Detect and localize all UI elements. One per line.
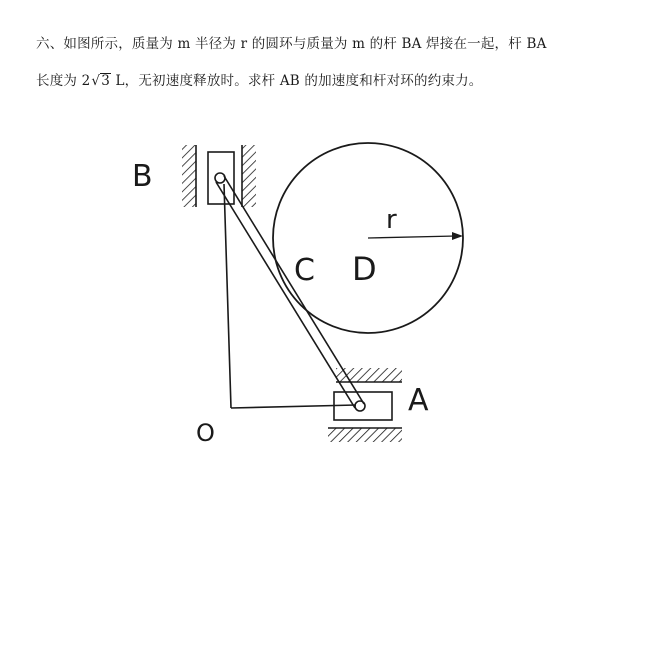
label-c: C xyxy=(294,253,315,288)
problem-line-2-end: L，无初速度释放时。求杆 AB 的加速度和杆对环的约束力。 xyxy=(111,73,483,89)
pin-b xyxy=(215,173,225,183)
rod-ba-edge-2 xyxy=(224,176,364,404)
label-d: D xyxy=(352,250,377,288)
line-b-to-o xyxy=(224,184,231,408)
problem-line-1: 六、如图所示，质量为 m 半径为 r 的圆环与质量为 m 的杆 BA 焊接在一起，杆 BA xyxy=(36,36,547,52)
radius-arrow-line xyxy=(368,236,456,238)
guide-b-right-hatch xyxy=(242,145,256,207)
sqrt-expression: √3 xyxy=(91,73,110,89)
label-o: O xyxy=(196,419,215,447)
label-b: B xyxy=(132,159,153,194)
sqrt-radicand: 3 xyxy=(101,73,110,89)
label-a: A xyxy=(408,383,429,418)
radius-arrowhead xyxy=(452,232,463,240)
label-r: r xyxy=(386,205,397,235)
guide-a-bottom-hatch xyxy=(328,428,402,442)
guide-b-left-hatch xyxy=(182,145,196,207)
problem-line-2-start: 长度为 2 xyxy=(36,73,91,89)
rod-ba-edge-1 xyxy=(216,182,355,408)
